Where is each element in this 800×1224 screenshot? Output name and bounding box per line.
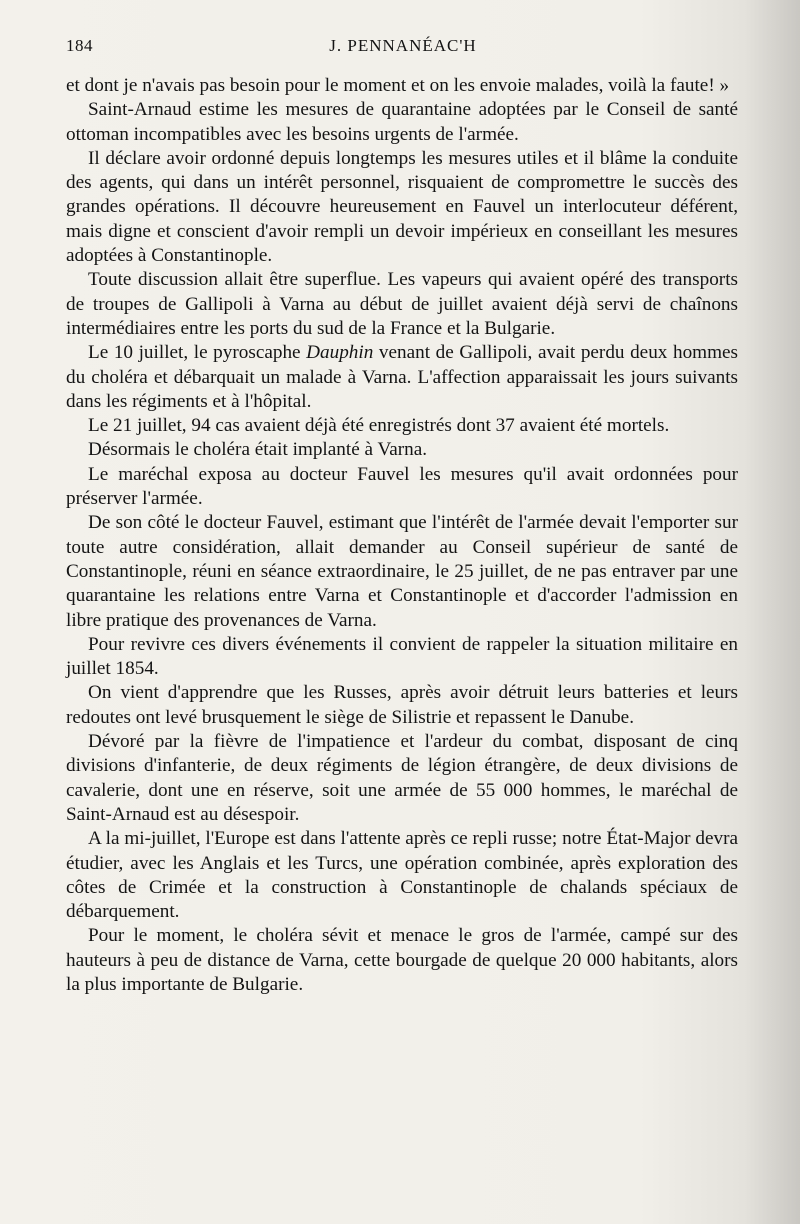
paragraph-6: Le 21 juillet, 94 cas avaient déjà été enregistrés dont 37 avaient été mortels. — [88, 415, 670, 437]
paragraph-7: Désormais le choléra était implanté à Varna. — [88, 439, 428, 461]
paragraph-2: Saint-Arnaud estime les mesures de quarantaine adoptées par le Conseil de santé ottoman incompatibles avec les besoins urgents de l'armée. — [66, 99, 738, 145]
page-header — [66, 36, 740, 60]
page-number: 184 — [66, 36, 93, 55]
ship-name: Dauphin — [306, 342, 374, 364]
paragraph-5-end: venant de Gallipoli, avait perdu deux hommes du choléra et débarquait un malade à Varna. L'affection apparaissait les jours suivants dans les régiments et à l'hôpital. — [66, 342, 738, 412]
paragraph-5-start: Le 10 juillet, le pyroscaphe — [88, 342, 301, 364]
paragraph-3: Il déclare avoir ordonné depuis longtemps les mesures utiles et il blâme la conduite des agents, qui dans un intérêt personnel, risquaient de compromettre le succès des grandes opérations. Il découvre heureusement en Fauvel un interlocuteur déférent, mais digne et conscient d'avoir rempli un devoir impérieux en conseillant les mesures adoptées à Constantinople. — [66, 147, 738, 267]
body-text — [66, 74, 738, 997]
paragraph-11: On vient d'apprendre que les Russes, après avoir détruit leurs batteries et leurs redoutes ont levé brusquement le siège de Silistrie et repassent le Danube. — [66, 682, 738, 728]
paragraph-5 — [66, 341, 738, 414]
paragraph-12: Dévoré par la fièvre de l'impatience et l'ardeur du combat, disposant de cinq divisions d'infanterie, de deux régiments de légion étrangère, de deux divisions de cavalerie, dont une en réserve, soit une armée de 55 000 hommes, le maréchal de Saint-Arnaud est au désespoir. — [66, 731, 738, 825]
paragraph-10: Pour revivre ces divers événements il convient de rappeler la situation militaire en juillet 1854. — [66, 633, 738, 680]
paragraph-14: Pour le moment, le choléra sévit et menace le gros de l'armée, campé sur des hauteurs à peu de distance de Varna, cette bourgade de quelque 20 000 habitants, alors la plus importante de Bulgarie. — [66, 925, 738, 995]
paragraph-9: De son côté le docteur Fauvel, estimant que l'intérêt de l'armée devait l'emporter sur toute autre considération, allait demander au Conseil supérieur de santé de Constantinople, réuni en séance extraordinaire, le 25 juillet, de ne pas entraver par une quarantaine les relations entre Varna et Constantinople et d'accorder l'admission en libre pratique des provenances de Varna. — [66, 512, 738, 631]
running-head: J. PENNANÉAC'H — [329, 36, 477, 55]
paragraph-8: Le maréchal exposa au docteur Fauvel les mesures qu'il avait ordonnées pour préserver l'armée. — [66, 463, 738, 510]
paragraph-4: Toute discussion allait être superflue. Les vapeurs qui avaient opéré des transports de troupes de Gallipoli à Varna au début de juillet avaient déjà servi de chaînons intermédiaires entre les ports du sud de la France et la Bulgarie. — [66, 269, 738, 339]
paragraph-13: A la mi-juillet, l'Europe est dans l'attente après ce repli russe; notre État-Major devra étudier, avec les Anglais et les Turcs, une opération combinée, après exploration des côtes de Crimée et la construction à Constantinople de chalands spéciaux de débarquement. — [66, 828, 738, 923]
paragraph-1: et dont je n'avais pas besoin pour le moment et on les envoie malades, voilà la faute! » — [66, 75, 730, 96]
